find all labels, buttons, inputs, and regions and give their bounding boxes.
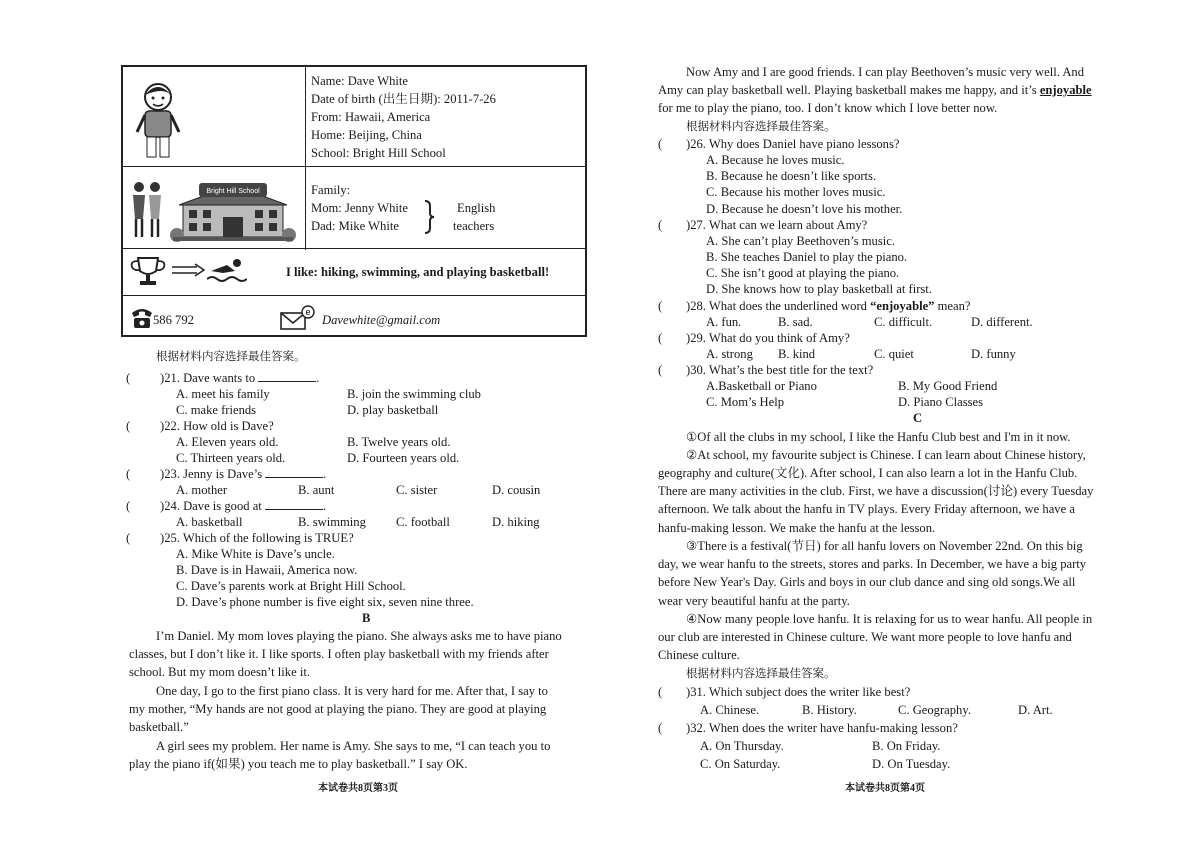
option: D. Piano Classes bbox=[898, 395, 984, 409]
answer-paren: ( bbox=[658, 218, 663, 232]
option: A. mother bbox=[176, 483, 228, 497]
option: A. She can’t play Beethoven’s music. bbox=[706, 234, 895, 248]
family-label: Family: bbox=[311, 183, 351, 197]
option: A. fun. bbox=[706, 315, 742, 329]
answer-paren: ( bbox=[658, 721, 663, 735]
option: A. strong bbox=[706, 347, 753, 361]
passage-line: afternoon. We talk about the hanfu in TV plays. Every Friday afternoon, we have a bbox=[658, 502, 1075, 516]
page-footer-left: 本试卷共8页第3页 bbox=[318, 783, 398, 794]
school-line: School: Bright Hill School bbox=[311, 146, 446, 160]
passage-line: before New Year's Day. Girls and boys in our club dance and sing old songs.We all bbox=[658, 575, 1076, 589]
passage-line: classes, but I don’t like it. I like sports. I often play basketball with my friends after bbox=[129, 647, 549, 661]
from-line: From: Hawaii, America bbox=[311, 110, 431, 124]
passage-line: Now Amy and I are good friends. I can play Beethoven’s music very well. And bbox=[686, 65, 1085, 79]
building-sign: Bright Hill School bbox=[206, 188, 260, 195]
option: D. play basketball bbox=[347, 403, 439, 417]
question-26: )26. Why does Daniel have piano lessons? bbox=[686, 137, 900, 151]
teachers-label: teachers bbox=[453, 219, 495, 233]
option: D. Because he doesn’t love his mother. bbox=[706, 202, 903, 216]
underlined-word: enjoyable bbox=[1039, 83, 1092, 97]
option: D. hiking bbox=[492, 515, 540, 529]
option: A. Eleven years old. bbox=[176, 435, 279, 449]
dob-line: Date of birth (出生日期): 2011-7-26 bbox=[311, 92, 496, 106]
option: A. basketball bbox=[176, 515, 243, 529]
answer-paren: ( bbox=[126, 499, 131, 513]
passage-line: basketball.” bbox=[129, 720, 189, 734]
passage-line: school. But my mom doesn’t like it. bbox=[129, 665, 310, 679]
question-28: )28. What does the underlined word “enjoyable” mean? bbox=[686, 299, 971, 313]
passage-line: Amy can play basketball well. Playing basketball makes me happy, and it’s enjoyable bbox=[658, 83, 1092, 97]
option: B. Twelve years old. bbox=[347, 435, 451, 449]
option: C. football bbox=[396, 515, 450, 529]
option: B. sad. bbox=[778, 315, 813, 329]
passage-line: wear very beautiful hanfu at the party. bbox=[658, 594, 850, 608]
question-24: )24. Dave is good at . bbox=[160, 499, 327, 513]
answer-paren: ( bbox=[658, 331, 663, 345]
option: A. Chinese. bbox=[700, 703, 760, 717]
option: B. She teaches Daniel to play the piano. bbox=[706, 250, 908, 264]
school-building-icon bbox=[169, 179, 297, 245]
swimmer-icon bbox=[207, 257, 247, 285]
name-line: Name: Dave White bbox=[311, 74, 408, 88]
passage-line: my mother, “My hands are not good at playing the piano. They are good at playing bbox=[129, 702, 547, 716]
question-32: )32. When does the writer have hanfu-making lesson? bbox=[686, 721, 958, 735]
phone-icon bbox=[130, 307, 154, 329]
option: D. Art. bbox=[1018, 703, 1053, 717]
passage-line: our club are interested in Chinese culture. We want more people to love hanfu and bbox=[658, 630, 1072, 644]
option: D. cousin bbox=[492, 483, 541, 497]
trophy-icon bbox=[128, 255, 168, 287]
option: C. Geography. bbox=[898, 703, 971, 717]
option: B. My Good Friend bbox=[898, 379, 998, 393]
profile-card bbox=[121, 65, 587, 337]
option: C. Dave’s parents work at Bright Hill School. bbox=[176, 579, 406, 593]
likes-line: I like: hiking, swimming, and playing basketball! bbox=[286, 265, 550, 279]
email-address: Davewhite@gmail.com bbox=[322, 313, 441, 327]
svg-text:e: e bbox=[305, 307, 311, 317]
option: A. Mike White is Dave’s uncle. bbox=[176, 547, 335, 561]
option: A. On Thursday. bbox=[700, 739, 784, 753]
option: A. meet his family bbox=[176, 387, 270, 401]
family-icon bbox=[129, 179, 165, 241]
option: B. On Friday. bbox=[872, 739, 941, 753]
question-25: )25. Which of the following is TRUE? bbox=[160, 531, 354, 545]
answer-paren: ( bbox=[126, 531, 131, 545]
mom-line: Mom: Jenny White bbox=[311, 201, 409, 215]
option: C. difficult. bbox=[874, 315, 933, 329]
arrow-right-icon bbox=[171, 263, 205, 277]
question-27: )27. What can we learn about Amy? bbox=[686, 218, 868, 232]
passage-line: Chinese culture. bbox=[658, 648, 740, 662]
section-b-heading: B bbox=[362, 611, 371, 625]
option: B. Dave is in Hawaii, America now. bbox=[176, 563, 358, 577]
right-brace-icon bbox=[423, 200, 435, 234]
option: D. funny bbox=[971, 347, 1016, 361]
option: B. swimming bbox=[298, 515, 366, 529]
passage-line: ②At school, my favourite subject is Chinese. I can learn about Chinese history, bbox=[686, 448, 1086, 462]
passage-line: for me to play the piano, too. I don’t know which I love better now. bbox=[658, 101, 998, 115]
section-c-instruction: 根据材料内容选择最佳答案。 bbox=[686, 666, 836, 680]
option: B. History. bbox=[802, 703, 857, 717]
email-icon bbox=[279, 305, 315, 331]
option: A. Because he loves music. bbox=[706, 153, 845, 167]
phone-number: 586 792 bbox=[153, 313, 194, 327]
option: C. Mom’s Help bbox=[706, 395, 785, 409]
passage-line: play the piano if(如果) you teach me to play basketball.” I say OK. bbox=[129, 757, 468, 771]
question-30: )30. What’s the best title for the text? bbox=[686, 363, 874, 377]
option: C. She isn’t good at playing the piano. bbox=[706, 266, 900, 280]
option: C. Because his mother loves music. bbox=[706, 185, 886, 199]
section-b-instruction: 根据材料内容选择最佳答案。 bbox=[686, 119, 836, 133]
question-22: )22. How old is Dave? bbox=[160, 419, 274, 433]
passage-line: One day, I go to the first piano class. It is very hard for me. After that, I say to bbox=[156, 684, 548, 698]
passage-line: ③There is a festival(节日) for all hanfu lovers on November 22nd. On this big bbox=[686, 539, 1083, 553]
option: B. kind bbox=[778, 347, 816, 361]
passage-line: hanfu-making lesson. We make the hanfu at the lesson. bbox=[658, 521, 936, 535]
option: D. Dave’s phone number is five eight six, seven nine three. bbox=[176, 595, 474, 609]
option: C. sister bbox=[396, 483, 438, 497]
answer-paren: ( bbox=[126, 467, 131, 481]
passage-line: There are many activities in the club. First, we have a discussion(讨论) every Tuesday bbox=[658, 484, 1094, 498]
english-label: English bbox=[457, 201, 496, 215]
option: C. quiet bbox=[874, 347, 914, 361]
answer-paren: ( bbox=[658, 299, 663, 313]
option: C. Thirteen years old. bbox=[176, 451, 286, 465]
option: C. make friends bbox=[176, 403, 257, 417]
home-line: Home: Beijing, China bbox=[311, 128, 422, 142]
question-29: )29. What do you think of Amy? bbox=[686, 331, 850, 345]
section-a-instruction: 根据材料内容选择最佳答案。 bbox=[156, 349, 306, 363]
passage-line: ①Of all the clubs in my school, I like the Hanfu Club best and I'm in it now. bbox=[686, 430, 1071, 444]
option: D. different. bbox=[971, 315, 1033, 329]
boy-icon bbox=[133, 77, 183, 162]
passage-line: A girl sees my problem. Her name is Amy. She says to me, “I can teach you to bbox=[156, 739, 551, 753]
option: B. join the swimming club bbox=[347, 387, 481, 401]
answer-paren: ( bbox=[126, 371, 131, 385]
page-footer-right: 本试卷共8页第4页 bbox=[845, 783, 925, 794]
option: B. aunt bbox=[298, 483, 335, 497]
option: C. On Saturday. bbox=[700, 757, 781, 771]
passage-line: geography and culture(文化). After school, I can also learn a lot in the Hanfu Club. bbox=[658, 466, 1078, 480]
section-c-heading: C bbox=[913, 411, 923, 425]
passage-line: I’m Daniel. My mom loves playing the piano. She always asks me to have piano bbox=[156, 629, 562, 643]
answer-paren: ( bbox=[658, 685, 663, 699]
option: D. On Tuesday. bbox=[872, 757, 951, 771]
option: D. She knows how to play basketball at first. bbox=[706, 282, 932, 296]
answer-paren: ( bbox=[658, 363, 663, 377]
dad-line: Dad: Mike White bbox=[311, 219, 399, 233]
question-21: )21. Dave wants to . bbox=[160, 371, 320, 385]
answer-paren: ( bbox=[126, 419, 131, 433]
answer-paren: ( bbox=[658, 137, 663, 151]
question-31: )31. Which subject does the writer like best? bbox=[686, 685, 911, 699]
passage-line: day, we wear hanfu to the streets, stores and parks. In December, we have a big party bbox=[658, 557, 1087, 571]
option: A.Basketball or Piano bbox=[706, 379, 817, 393]
passage-line: ④Now many people love hanfu. It is relaxing for us to wear hanfu. All people in bbox=[686, 612, 1093, 626]
question-23: )23. Jenny is Dave’s . bbox=[160, 467, 327, 481]
option: D. Fourteen years old. bbox=[347, 451, 460, 465]
option: B. Because he doesn’t like sports. bbox=[706, 169, 877, 183]
